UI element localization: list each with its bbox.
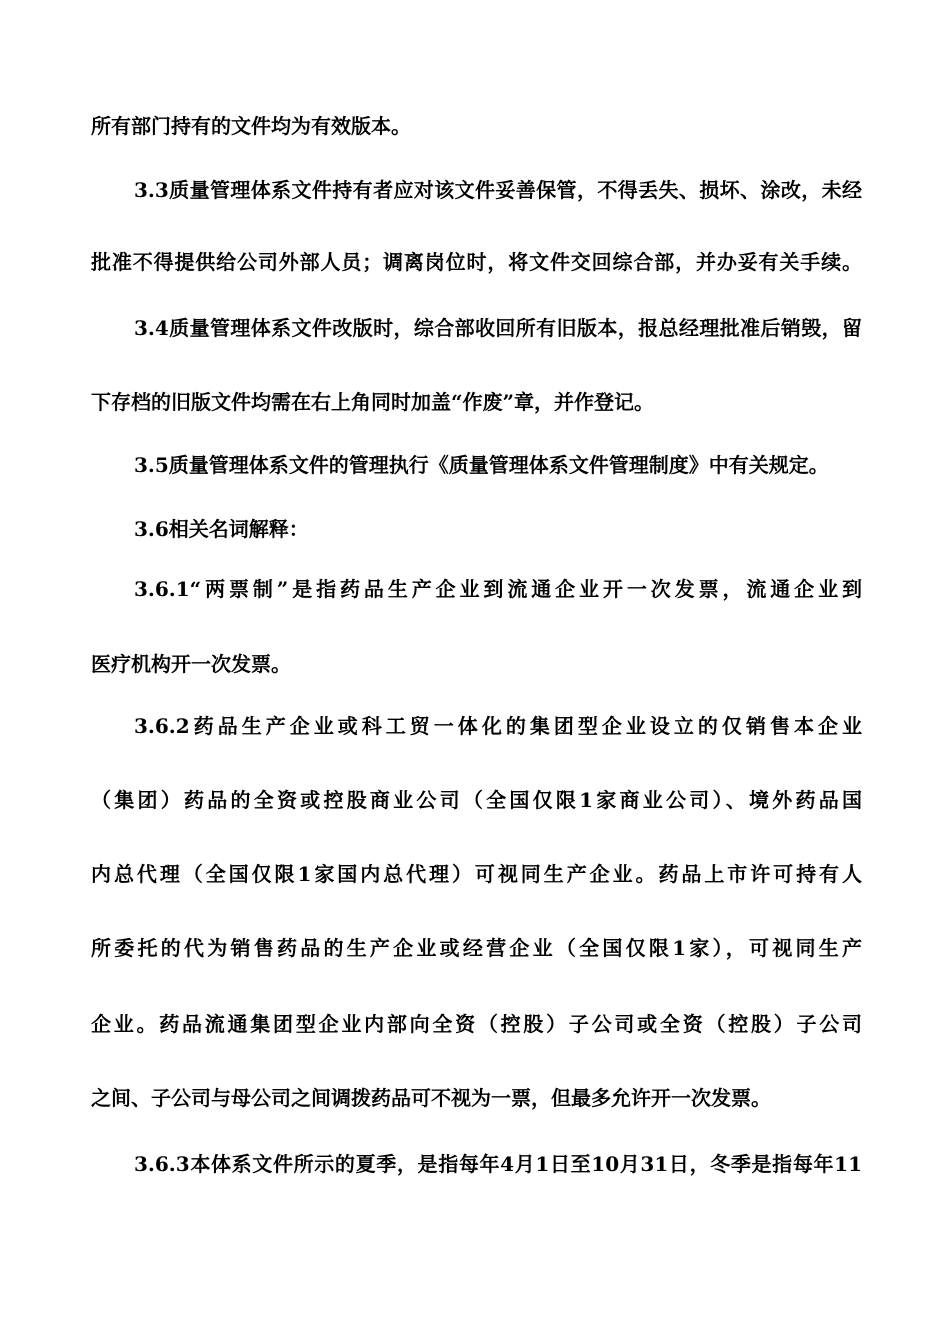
paragraph-3-6-1-line-1: 3.6.1“两票制”是指药品生产企业到流通企业开一次发票，流通企业到 [134, 577, 862, 601]
paragraph-3-6-3-line-1: 3.6.3本体系文件所示的夏季，是指每年4月1日至10月31日，冬季是指每年11 [134, 1152, 862, 1176]
paragraph-3-6-2-line-1: 3.6.2药品生产企业或科工贸一体化的集团型企业设立的仅销售本企业 [134, 714, 862, 738]
paragraph-3-6-2-line-5: 企业。药品流通集团型企业内部向全资（控股）子公司或全资（控股）子公司 [91, 1012, 862, 1036]
paragraph-3-3-line-1: 3.3质量管理体系文件持有者应对该文件妥善保管，不得丢失、损坏、涂改，未经 [134, 178, 862, 202]
paragraph-3-4-line-2: 下存档的旧版文件均需在右上角同时加盖“作废”章，并作登记。 [91, 390, 655, 414]
paragraph-3-4-line-1: 3.4质量管理体系文件改版时，综合部收回所有旧版本，报总经理批准后销毁，留 [134, 316, 862, 340]
paragraph-3-3-line-2: 批准不得提供给公司外部人员；调离岗位时，将文件交回综合部，并办妥有关手续。 [91, 250, 862, 274]
text-line-1: 所有部门持有的文件均为有效版本。 [91, 114, 411, 138]
paragraph-3-6-2-line-2: （集团）药品的全资或控股商业公司（全国仅限1家商业公司）、境外药品国 [91, 788, 862, 812]
paragraph-3-6-heading: 3.6相关名词解释： [134, 517, 309, 541]
paragraph-3-6-1-line-2: 医疗机构开一次发票。 [91, 652, 291, 676]
paragraph-3-6-2-line-3: 内总代理（全国仅限1家国内总代理）可视同生产企业。药品上市许可持有人 [91, 862, 862, 886]
paragraph-3-5: 3.5质量管理体系文件的管理执行《质量管理体系文件管理制度》中有关规定。 [134, 453, 829, 477]
paragraph-3-6-2-line-4: 所委托的代为销售药品的生产企业或经营企业（全国仅限1家），可视同生产 [91, 936, 862, 960]
paragraph-3-6-2-line-6: 之间、子公司与母公司之间调拨药品可不视为一票，但最多允许开一次发票。 [91, 1086, 771, 1110]
